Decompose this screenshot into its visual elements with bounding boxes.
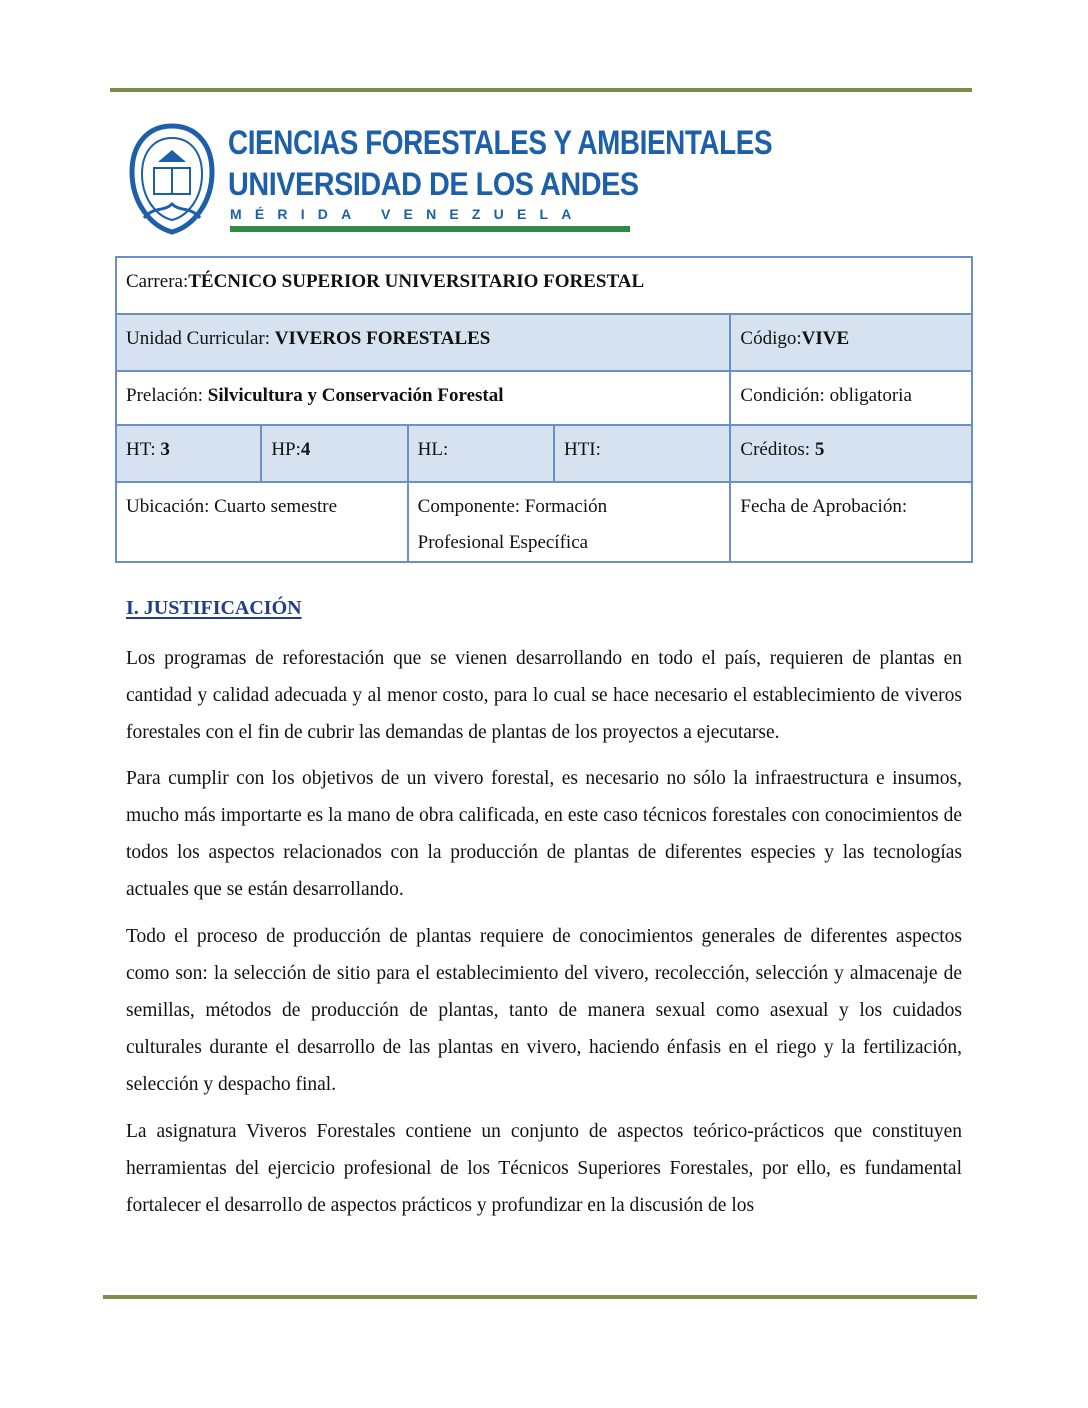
codigo-value: VIVE [801,328,850,349]
componente-cell [408,482,731,562]
prelacion-value: Silvicultura y Conservación Forestal [207,385,504,406]
table-row [116,314,972,371]
componente-line1: Componente: Formación [417,496,608,517]
faculty-logo [124,122,773,240]
ht-value: 3 [160,439,170,460]
table-row [116,425,972,482]
paragraph: Los programas de reforestación que se vienen desarrollando en todo el país, requieren de plantas en cantidad y calidad adecuada y al menor costo, para lo cual se hace necesario el establecimiento de viveros forestales con el fin de cubrir las demandas de plantas de los proyectos a ejecutarse. [126,648,962,743]
hp-value: 4 [300,439,311,460]
hti-label: HTI: [563,439,601,460]
carrera-cell [116,257,972,314]
ht-label: HT: [126,439,161,460]
ht-cell [116,425,261,482]
table-row [116,371,972,425]
carrera-value: TÉCNICO SUPERIOR UNIVERSITARIO FORESTAL [188,271,645,292]
top-rule [110,88,972,92]
university-seal-icon [124,122,220,236]
course-info-table [115,256,973,563]
carrera-label: Carrera: [126,271,189,292]
ubicacion-cell [116,482,408,562]
hl-cell [408,425,554,482]
bottom-rule [103,1295,977,1299]
table-row [116,257,972,314]
componente-line2: Profesional Específica [417,532,589,553]
logo-location-line: MÉRIDA VENEZUELA [230,206,585,222]
hl-label: HL: [417,439,449,460]
unidad-label: Unidad Curricular: [126,328,275,349]
prelacion-label: Prelación: [126,385,208,406]
table-row [116,482,972,562]
fecha-cell [730,482,972,562]
logo-university-line: UNIVERSIDAD DE LOS ANDES [228,166,639,202]
codigo-cell [730,314,972,371]
codigo-label: Código: [740,328,802,349]
paragraph: La asignatura Viveros Forestales contiene un conjunto de aspectos teórico-prácticos que constituyen herramientas del ejercicio profesional de los Técnicos Superiores Forestales, por ello, es fundamental fortalecer el desarrollo de aspectos prácticos y profundizar en la discusión de los [126,1121,962,1216]
condicion-cell [730,371,972,425]
creditos-value: 5 [814,439,825,460]
unidad-cell [116,314,730,371]
logo-green-bar [230,226,630,232]
hp-label: HP: [271,439,301,460]
condicion-text: Condición: obligatoria [740,385,912,406]
hp-cell [261,425,407,482]
section-heading: I. JUSTIFICACIÓN [126,597,302,619]
creditos-cell [730,425,972,482]
ubicacion-text: Ubicación: Cuarto semestre [126,496,338,517]
logo-title-line: CIENCIAS FORESTALES Y AMBIENTALES [228,124,773,162]
fecha-label: Fecha de Aprobación: [740,496,908,517]
unidad-value: VIVEROS FORESTALES [274,328,491,349]
creditos-label: Créditos: [740,439,815,460]
paragraph: Todo el proceso de producción de plantas requiere de conocimientos generales de diferentes aspectos como son: la selección de sitio para el establecimiento del vivero, recolección, selección y almacenaje de semillas, métodos de producción de plantas, tanto de manera sexual como asexual y los cuidados culturales durante el desarrollo de las plantas en vivero, haciendo énfasis en el riego y la fertilización, selección y despacho final. [126,926,962,1095]
paragraph: Para cumplir con los objetivos de un vivero forestal, es necesario no sólo la infraestructura e insumos, mucho más importarte es la mano de obra calificada, en este caso técnicos forestales con conocimientos de todos los aspectos relacionados con la producción de plantas de diferentes especies y las tecnologías actuales que se están desarrollando. [126,768,962,900]
prelacion-cell [116,371,730,425]
hti-cell [554,425,730,482]
